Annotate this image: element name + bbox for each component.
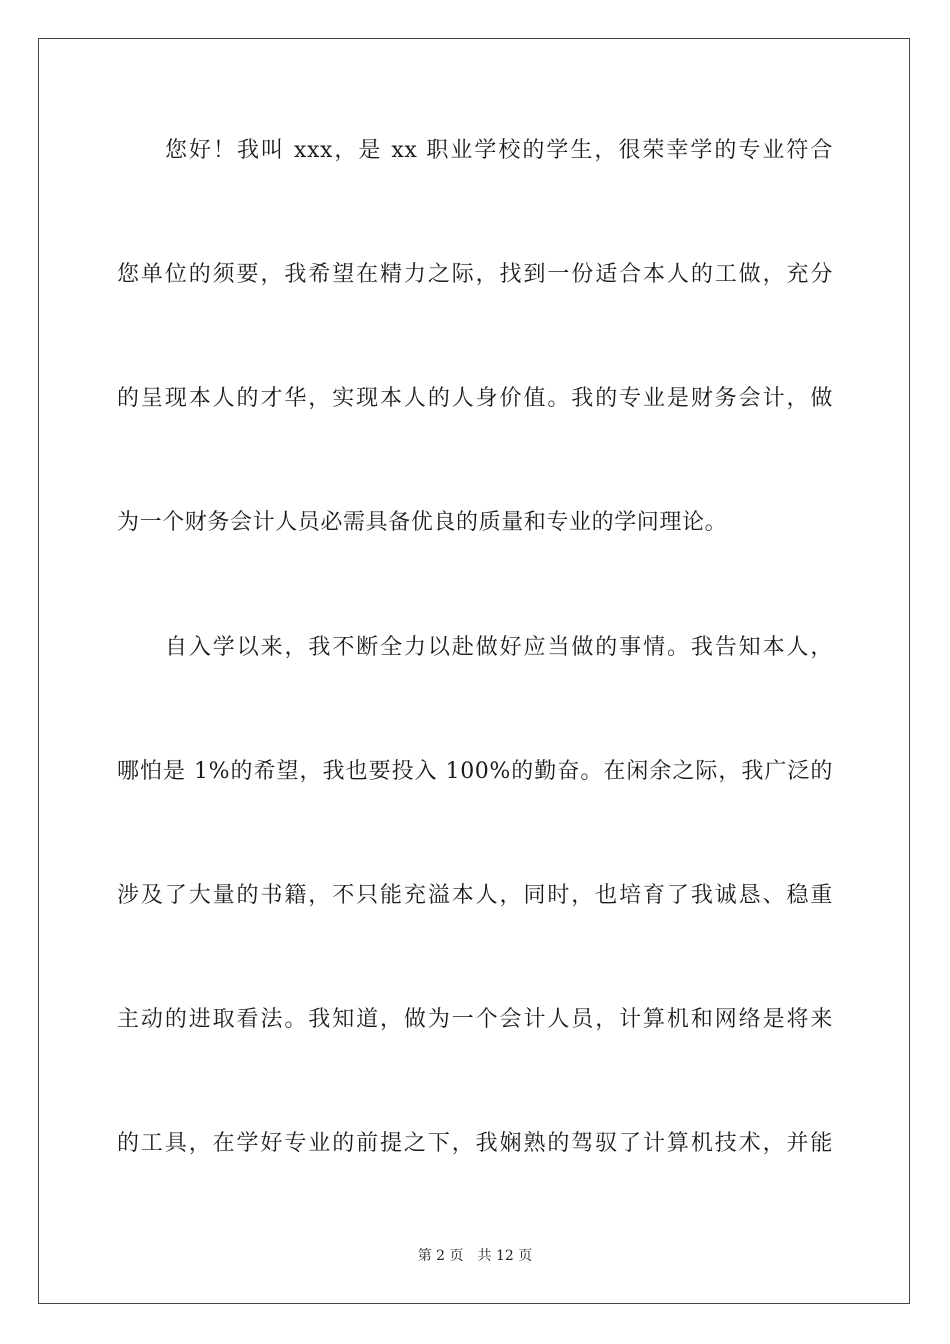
page-footer xyxy=(0,1247,950,1265)
paragraph-2-line-2: 哪怕是 1%的希望，我也要投入 100%的勤奋。在闲余之际，我广泛的 xyxy=(117,759,833,784)
paragraph-1-line-3: 的呈现本人的才华，实现本人的人身价值。我的专业是财务会计，做 xyxy=(117,386,833,411)
page-total: 共 12 页 xyxy=(477,1248,533,1264)
paragraph-1-line-1: 您好！我叫 xxx，是 xx 职业学校的学生，很荣幸学的专业符合 xyxy=(165,138,833,163)
paragraph-2-line-4: 主动的进取看法。我知道，做为一个会计人员，计算机和网络是将来 xyxy=(117,1007,833,1032)
paragraph-1-line-2: 您单位的须要，我希望在精力之际，找到一份适合本人的工做，充分 xyxy=(117,262,833,287)
paragraph-2-line-5: 的工具，在学好专业的前提之下，我娴熟的驾驭了计算机技术，并能 xyxy=(117,1131,833,1156)
paragraph-1-line-4: 为一个财务会计人员必需具备优良的质量和专业的学问理论。 xyxy=(117,510,728,535)
paragraph-2-line-1: 自入学以来，我不断全力以赴做好应当做的事情。我告知本人， xyxy=(165,635,833,660)
paragraph-2-line-3: 涉及了大量的书籍，不只能充溢本人，同时，也培育了我诚恳、稳重 xyxy=(117,883,833,908)
page-border xyxy=(38,38,910,1304)
page-number: 第 2 页 xyxy=(417,1248,464,1264)
